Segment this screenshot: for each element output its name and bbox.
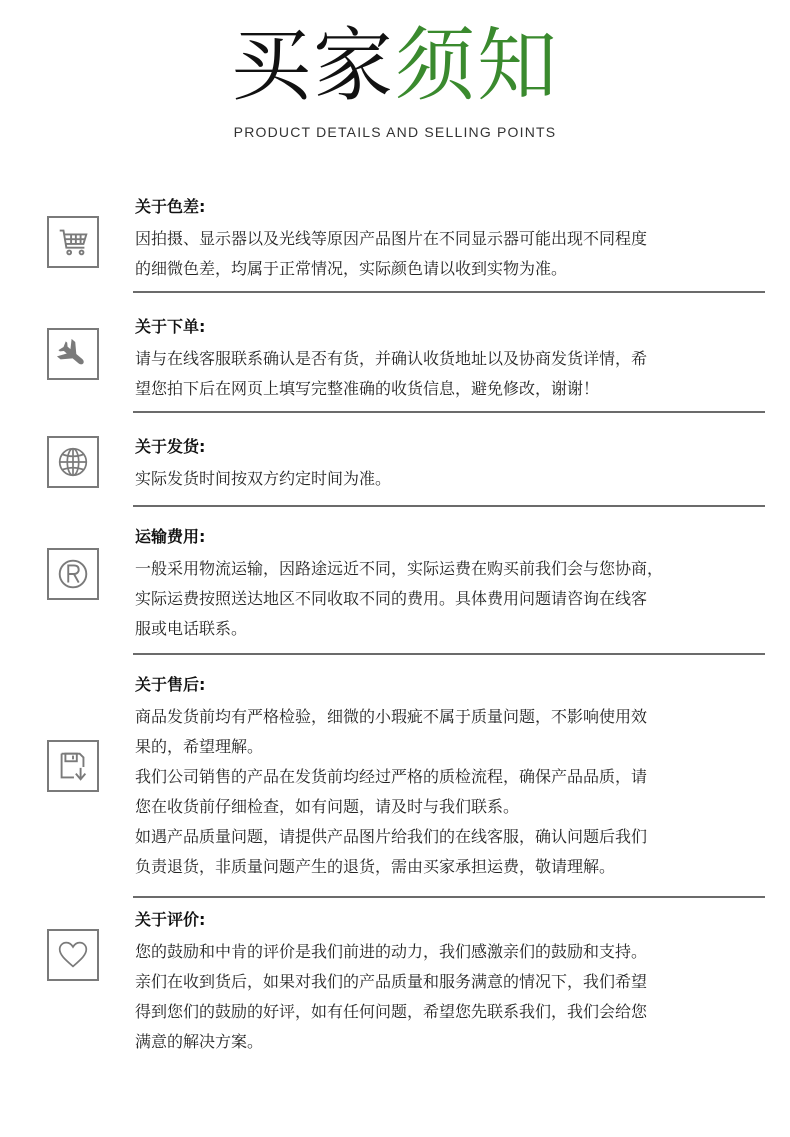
airplane-icon bbox=[47, 328, 99, 380]
header bbox=[0, 0, 790, 160]
section-line: 实际运费按照送达地区不同收取不同的费用。具体费用问题请咨询在线客 bbox=[135, 589, 648, 608]
save-download-icon bbox=[47, 740, 99, 792]
section-line: 满意的解决方案。 bbox=[135, 1032, 264, 1051]
section-line: 亲们在收到货后，如果对我们的产品质量和服务满意的情况下，我们希望 bbox=[135, 972, 648, 991]
divider bbox=[133, 411, 765, 413]
section-line: 得到您们的鼓励的好评，如有任何问题，希望您先联系我们，我们会给您 bbox=[135, 1002, 648, 1021]
registered-icon bbox=[47, 548, 99, 600]
section-line: 负责退货，非质量问题产生的退货，需由买家承担运费，敬请理解。 bbox=[135, 857, 616, 876]
section-line: 我们公司销售的产品在发货前均经过严格的质检流程，确保产品品质，请 bbox=[135, 767, 648, 786]
section-line: 果的，希望理解。 bbox=[135, 737, 264, 756]
section-heading: 关于下单: bbox=[135, 317, 206, 336]
divider bbox=[133, 653, 765, 655]
page-subtitle: PRODUCT DETAILS AND SELLING POINTS bbox=[233, 124, 557, 140]
section-line: 服或电话联系。 bbox=[135, 619, 248, 638]
divider bbox=[133, 291, 765, 293]
section-line: 您在收货前仔细检查，如有问题，请及时与我们联系。 bbox=[135, 797, 520, 816]
section-line: 商品发货前均有严格检验，细微的小瑕疵不属于质量问题，不影响使用效 bbox=[135, 707, 648, 726]
title-green: 须知 bbox=[395, 19, 559, 112]
divider bbox=[133, 505, 765, 507]
globe-icon bbox=[47, 436, 99, 488]
section-line: 实际发货时间按双方约定时间为准。 bbox=[135, 469, 392, 488]
section-line: 一般采用物流运输，因路途远近不同，实际运费在购买前我们会与您协商， bbox=[135, 559, 664, 578]
section-heading: 关于色差: bbox=[135, 197, 206, 216]
section-heading: 关于发货: bbox=[135, 437, 206, 456]
title-black: 买家 bbox=[231, 19, 395, 112]
section-line: 如遇产品质量问题，请提供产品图片给我们的在线客服，确认问题后我们 bbox=[135, 827, 648, 846]
shopping-cart-icon bbox=[47, 216, 99, 268]
section-line: 您的鼓励和中肯的评价是我们前进的动力，我们感激亲们的鼓励和支持。 bbox=[135, 942, 648, 961]
section-heading: 关于评价: bbox=[135, 910, 206, 929]
heart-icon bbox=[47, 929, 99, 981]
section-line: 的细微色差，均属于正常情况，实际颜色请以收到实物为准。 bbox=[135, 259, 568, 278]
page-title bbox=[0, 18, 790, 114]
section-heading: 关于售后: bbox=[135, 675, 206, 694]
section-line: 因拍摄、显示器以及光线等原因产品图片在不同显示器可能出现不同程度 bbox=[135, 229, 648, 248]
section-heading: 运输费用: bbox=[135, 527, 206, 546]
section-line: 望您拍下后在网页上填写完整准确的收货信息，避免修改，谢谢！ bbox=[135, 379, 600, 398]
section-line: 请与在线客服联系确认是否有货，并确认收货地址以及协商发货详情，希 bbox=[135, 349, 648, 368]
divider bbox=[133, 896, 765, 898]
